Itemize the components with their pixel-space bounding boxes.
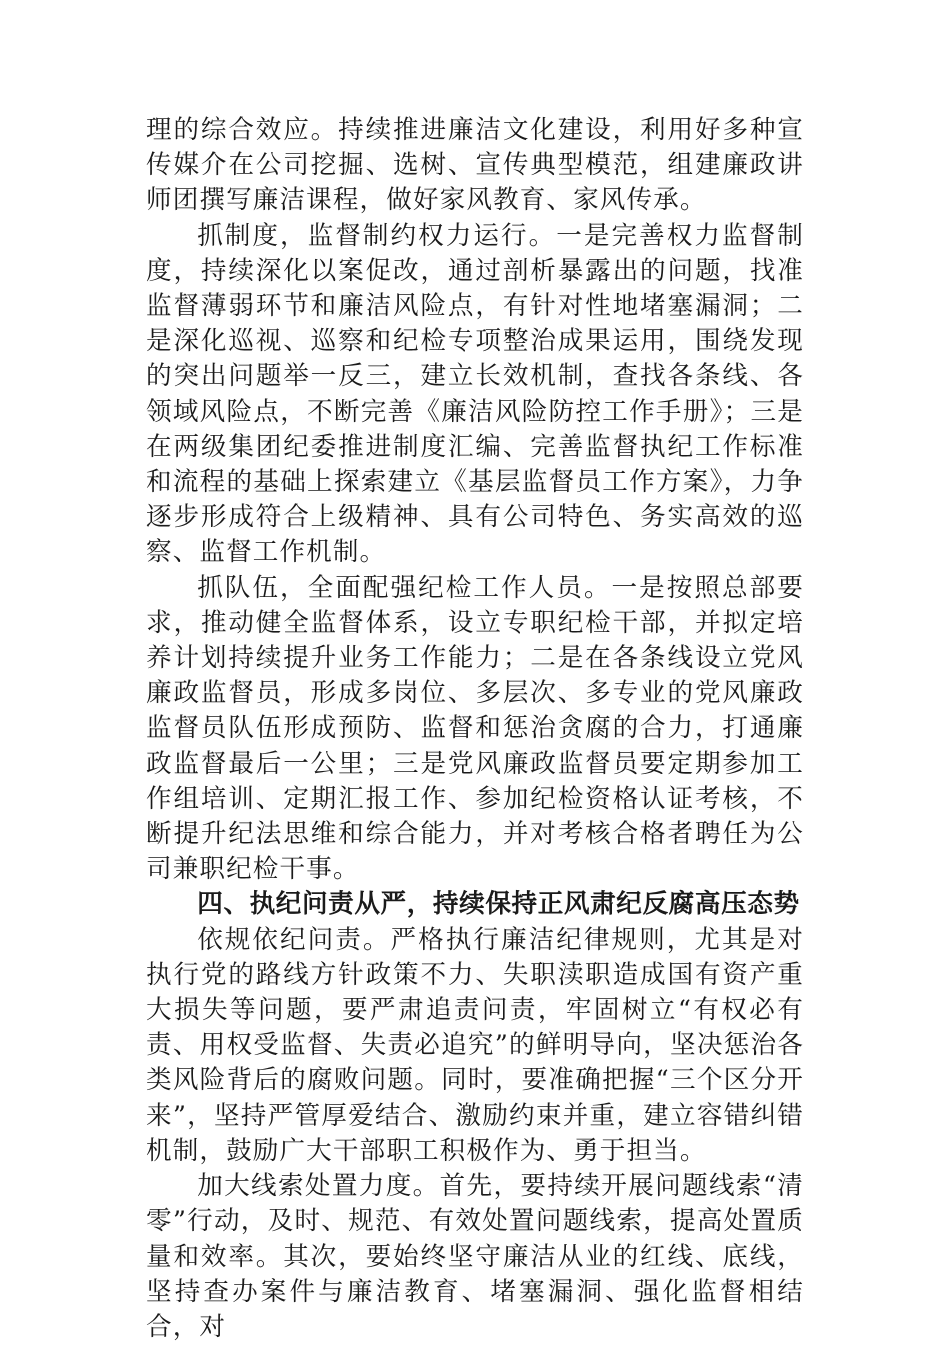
body-paragraph-2: 抓制度，监督制约权力运行。一是完善权力监督制度，持续深化以案促改，通过剖析暴露出的问题，找准监督薄弱环节和廉洁风险点，有针对性地堵塞漏洞；二是深化巡视、巡察和纪检专项整治成果运用，围绕发现的突出问题举一反三，建立长效机制，查找各条线、各领域风险点，不断完善《廉洁风险防控工作手册》；三是在两级集团纪委推进制度汇编、完善监督执纪工作标准和流程的基础上探索建立《基层监督员工作方案》，力争逐步形成符合上级精神、具有公司特色、务实高效的巡察、监督工作机制。 — [146, 220, 804, 568]
body-paragraph-5: 加大线索处置力度。首先，要持续开展问题线索“清零”行动，及时、规范、有效处置问题线索，提高处置质量和效率。其次，要始终坚守廉洁从业的红线、底线，坚持查办案件与廉洁教育、堵塞漏洞、强化监督相结合，对 — [146, 1171, 804, 1342]
section-heading: 四、执纪问责从严，持续保持正风肃纪反腐高压态势 — [197, 889, 800, 920]
body-paragraph-4: 依规依纪问责。严格执行廉洁纪律规则，尤其是对执行党的路线方针政策不力、失职渎职造成国有资产重大损失等问题，要严肃追责问责，牢固树立“有权必有责、用权受监督、失责必追究”的鲜明导向，坚决惩治各类风险背后的腐败问题。同时，要准确把握“三个区分开来”，坚持严管厚爱结合、激励约束并重，建立容错纠错机制，鼓励广大干部职工积极作为、勇于担当。 — [146, 924, 804, 1166]
body-paragraph-3: 抓队伍，全面配强纪检工作人员。一是按照总部要求，推动健全监督体系，设立专职纪检干部，并拟定培养计划持续提升业务工作能力；二是在各条线设立党风廉政监督员，形成多岗位、多层次、多专业的党风廉政监督员队伍形成预防、监督和惩治贪腐的合力，打通廉政监督最后一公里；三是党风廉政监督员要定期参加工作组培训、定期汇报工作、参加纪检资格认证考核，不断提升纪法思维和综合能力，并对考核合格者聘任为公司兼职纪检干事。 — [146, 572, 804, 885]
body-paragraph-1: 理的综合效应。持续推进廉洁文化建设，利用好多种宣传媒介在公司挖掘、选树、宣传典型模范，组建廉政讲师团撰写廉洁课程，做好家风教育、家风传承。 — [146, 115, 804, 216]
